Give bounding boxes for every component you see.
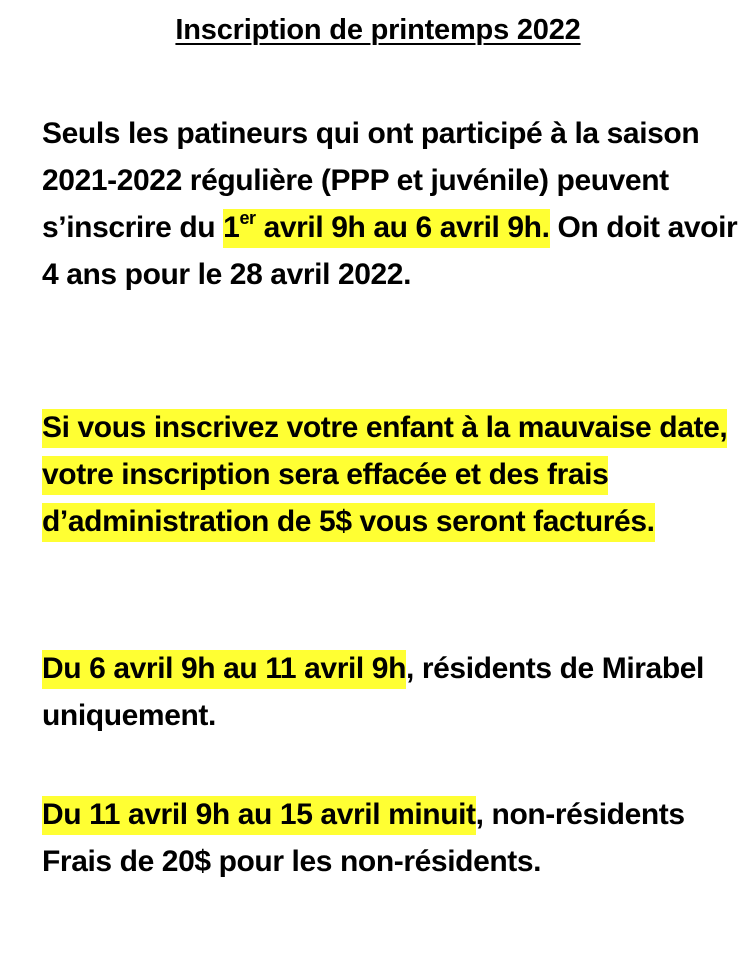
- residents-text: , résidents de Mirabel uniquement.: [42, 652, 704, 732]
- eligibility-text: Seuls les patineurs qui ont participé à la saison 2021-2022 régulière (PPP et juvénile) peuvent s’inscrire du: [42, 117, 700, 244]
- residents-dates-highlight: Du 6 avril 9h au 11 avril 9h: [42, 650, 406, 689]
- warning-highlight: Si vous inscrivez votre enfant à la mauvaise date, votre inscription sera effacée et des frais d’administration de 5$ vous seront facturés.: [42, 409, 727, 542]
- eligibility-dates-highlight: [223, 209, 549, 248]
- residents-paragraph: [42, 645, 742, 739]
- eligibility-paragraph: [42, 110, 742, 298]
- ordinal-superscript: er: [239, 208, 256, 228]
- warning-paragraph: [42, 404, 742, 545]
- non-residents-text: , non-résidents: [475, 798, 685, 831]
- age-requirement-text: On doit avoir 4 ans pour le 28 avril 2022.: [42, 211, 738, 291]
- page-title: Inscription de printemps 2022: [175, 14, 581, 46]
- non-residents-fee: Frais de 20$ pour les non-résidents.: [42, 845, 542, 878]
- eligibility-date-range: avril 9h au 6 avril 9h.: [255, 211, 550, 244]
- non-residents-dates-highlight: Du 11 avril 9h au 15 avril minuit: [42, 796, 476, 835]
- non-residents-paragraph: [42, 791, 742, 885]
- eligibility-start-day: 1: [223, 211, 240, 244]
